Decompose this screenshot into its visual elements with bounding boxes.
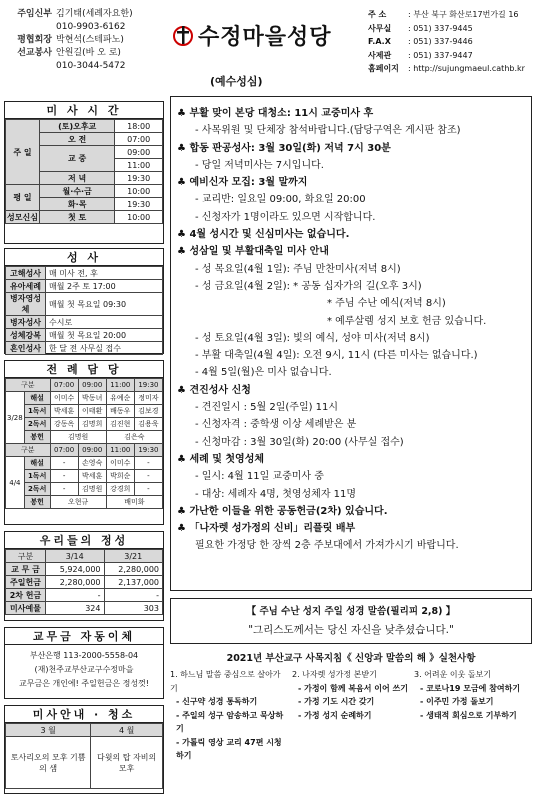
mass-time: 10:00	[115, 185, 163, 198]
liturgy-head: 09:00	[78, 444, 106, 457]
header-right	[368, 8, 534, 76]
liturgy-person: 김보경	[134, 405, 162, 418]
liturgy-person: 강동옥	[50, 418, 78, 431]
notice-heading: ♣ 세례 및 첫영성체	[177, 451, 525, 468]
fax-value: : 051) 337-9446	[408, 37, 473, 46]
guideline-heading: 3. 어려운 이웃 돌보기	[414, 670, 492, 679]
liturgy-head: 구분	[6, 444, 51, 457]
sacraments-table	[5, 266, 163, 355]
notice-heading: ♣ 예비신자 모집: 3월 말까지	[177, 174, 525, 191]
office-value: : 051) 337-9445	[408, 23, 473, 33]
liturgy-person: -	[134, 483, 162, 496]
offering-type: 2차 헌금	[6, 589, 46, 602]
sacrament-name: 고해성사	[6, 267, 46, 280]
guide-box	[4, 705, 164, 794]
liturgy-role: 1독서	[24, 470, 50, 483]
liturgy-head: 19:30	[134, 379, 162, 392]
sacrament-time: 한 달 전 사무실 접수	[46, 342, 163, 355]
mass-day: 저 녁	[40, 172, 115, 185]
offering-head: 3/21	[104, 550, 163, 563]
homepage-label: 홈페이지	[368, 64, 399, 73]
liturgy-person: 김은숙	[106, 431, 162, 444]
sacrament-time: 수시로	[46, 316, 163, 329]
sacrament-time: 매월 2주 토 17:00	[46, 280, 163, 293]
guideline-item: - 주일의 성구 암송하고 묵상하기	[176, 710, 284, 733]
theme-label: (예수성심)	[210, 75, 263, 88]
liturgy-person: 이미수	[50, 392, 78, 405]
bank-account: 부산은행 113-2000-5558-04	[29, 651, 139, 660]
guide-month: 4 월	[91, 724, 163, 737]
liturgy-person: 이태환	[78, 405, 106, 418]
liturgy-person: 박세훈	[50, 405, 78, 418]
liturgy-role: 해설	[24, 392, 50, 405]
guideline-column	[170, 668, 288, 763]
liturgy-person: 김명희	[78, 418, 106, 431]
guide-group: 다윗의 탑 자비의 모후	[91, 737, 163, 789]
liturgy-role: 2독서	[24, 483, 50, 496]
guideline-item: - 이주민 가정 돌보기	[420, 697, 494, 706]
liturgy-person: 강경희	[106, 483, 134, 496]
verse-text: "그리스도께서는 당신 자신을 낮추셨습니다."	[248, 624, 454, 636]
cross-icon	[172, 24, 194, 46]
notice-detail: * 주님 수난 예식(저녁 8시)	[327, 298, 446, 310]
liturgy-person: -	[50, 470, 78, 483]
fax-label: F.A.X	[368, 37, 391, 46]
liturgy-person: 김진현	[106, 418, 134, 431]
notice-detail: - 신청자격 : 중학생 이상 세례받은 분	[195, 419, 357, 431]
mission-phone-label	[6, 60, 52, 73]
mass-time: 07:00	[115, 133, 163, 146]
notice-detail: - 성 목요일(4월 1일): 주님 만찬미사(저녁 8시)	[195, 263, 401, 275]
mass-day: 월·수·금	[40, 185, 115, 198]
pastor-label: 주임신부	[17, 9, 52, 19]
homepage-link[interactable]: : http://sujungmaeul.cathb.kr	[408, 64, 525, 73]
liturgy-head: 19:30	[134, 444, 162, 457]
notice-detail: - 당일 저녁미사는 7시입니다.	[195, 159, 324, 171]
liturgy-person: 박세훈	[78, 470, 106, 483]
notice-heading: ♣ 가난한 이들을 위한 공동헌금(2차) 있습니다.	[177, 503, 525, 520]
notice-detail: - 일시: 4월 11일 교중미사 중	[195, 471, 324, 483]
mass-time: 18:00	[115, 120, 163, 133]
liturgy-person: -	[50, 457, 78, 470]
weekday-label: 평 일	[6, 185, 40, 211]
liturgy-person: 이미수	[106, 457, 134, 470]
notice-detail: - 4월 5일(월)은 미사 없습니다.	[195, 367, 332, 379]
guideline-item: - 코로나19 모금에 참여하기	[420, 683, 521, 693]
liturgy-person: 김명원	[78, 483, 106, 496]
notice-heading: ♣ 성삼일 및 부활대축일 미사 안내	[177, 243, 525, 260]
offering-type: 교 무 금	[6, 563, 46, 576]
guideline-item: - 가정이 함께 복음서 이어 쓰기	[298, 683, 408, 693]
liturgy-person: 김명원	[50, 431, 106, 444]
liturgy-person: 오현규	[50, 496, 106, 509]
liturgy-person: 정미자	[134, 392, 162, 405]
sacrament-name: 병자영성체	[6, 293, 46, 316]
mass-times-table	[5, 119, 163, 224]
liturgy-person: -	[50, 483, 78, 496]
mass-times-title: 미 사 시 간	[5, 102, 163, 119]
guide-table	[5, 723, 163, 789]
notice-detail: - 사목위원 및 단체장 참석바랍니다.(담당구역은 게시판 참조)	[195, 125, 461, 137]
mass-day: 화·목	[40, 198, 115, 211]
pastoral-guidelines	[170, 650, 532, 794]
liturgy-person: 배미화	[106, 496, 162, 509]
mass-time: 09:00	[115, 146, 163, 159]
offering-head: 구분	[6, 550, 46, 563]
mass-times-box	[4, 101, 164, 244]
guide-month: 3 월	[6, 724, 91, 737]
guideline-column	[414, 668, 532, 763]
mission-name: 안원길(바 오 로)	[56, 48, 121, 58]
notice-detail: - 대상: 세례자 4명, 첫영성체자 11명	[195, 488, 357, 500]
notice-detail: - 부활 대축일(4월 4일): 오전 9시, 11시 (다른 미사는 없습니다.)	[195, 350, 478, 362]
rectory-value: : 051) 337-9447	[408, 50, 473, 60]
liturgy-person: 박동녀	[78, 392, 106, 405]
offering-amount: -	[104, 589, 163, 602]
offering-table	[5, 549, 163, 615]
notice-heading: ♣ 부활 맞이 본당 대청소: 11시 교중미사 후	[177, 105, 525, 122]
marian-label: 성모신심	[7, 212, 38, 222]
sacrament-name: 혼인성사	[6, 342, 46, 355]
notice-detail: * 예루살렘 성지 보호 헌금 있습니다.	[327, 315, 487, 327]
liturgy-role: 봉헌	[24, 496, 50, 509]
liturgy-table	[5, 378, 163, 509]
guidelines-columns	[170, 668, 532, 763]
pastor-phone: 010-9903-6162	[56, 22, 126, 32]
offering-box	[4, 531, 164, 621]
sacraments-box	[4, 248, 164, 354]
guideline-item: - 생태적 회심으로 기부하기	[420, 710, 517, 720]
mission-label: 선교봉사	[17, 48, 52, 58]
offering-amount: 2,280,000	[46, 576, 105, 589]
guideline-column	[292, 668, 410, 763]
liturgy-date: 4/4	[6, 457, 25, 509]
guide-group: 토사리오의 모후 기쁨의 샘	[6, 737, 91, 789]
notice-detail: - 성 토요일(4월 3일): 빛의 예식, 성야 미사(저녁 8시)	[195, 332, 430, 344]
mass-time: 10:00	[115, 211, 163, 224]
verse-reference: 【 주님 수난 성지 주일 성경 말씀(필리피 2,8) 】	[246, 606, 456, 617]
liturgy-head: 09:00	[78, 379, 106, 392]
liturgy-person: -	[134, 470, 162, 483]
guidelines-title: 2021년 부산교구 사목지침《 신앙과 말씀의 해 》실천사항	[226, 653, 476, 664]
address-value: : 부산 북구 화산로17번가길 16	[408, 10, 519, 19]
liturgy-person: 김용욱	[134, 418, 162, 431]
mass-day: 오 전	[40, 133, 115, 146]
notice-detail: - 성 금요일(4월 2일): * 공동 십자가의 길(오후 3시)	[195, 280, 422, 292]
offering-type: 미사예물	[6, 602, 46, 615]
sacrament-name: 병자성사	[6, 316, 46, 329]
liturgy-head: 07:00	[50, 379, 78, 392]
mass-day: 첫 토	[40, 211, 115, 224]
notices-panel	[170, 96, 532, 591]
offering-amount: 5,924,000	[46, 563, 105, 576]
guideline-heading: 1. 하느님 말씀 중심으로 살아가기	[170, 670, 281, 693]
liturgy-person: -	[134, 457, 162, 470]
liturgy-person: 박희순	[106, 470, 134, 483]
offering-amount: 324	[46, 602, 105, 615]
address-label: 주 소	[368, 10, 387, 19]
offering-amount: 303	[104, 602, 163, 615]
guideline-heading: 2. 나자렛 성가정 본받기	[292, 670, 377, 679]
sacrament-time: 매 미사 전, 후	[46, 267, 163, 280]
offering-amount: -	[46, 589, 105, 602]
liturgy-date: 3/28	[6, 392, 25, 444]
office-label: 사무실	[368, 23, 392, 33]
offering-amount: 2,280,000	[104, 563, 163, 576]
notice-heading: ♣ 합동 판공성사: 3월 30일(화) 저녁 7시 30분	[177, 140, 525, 157]
liturgy-role: 봉헌	[24, 431, 50, 444]
liturgy-role: 해설	[24, 457, 50, 470]
liturgy-head: 07:00	[50, 444, 78, 457]
sacrament-time: 매월 첫 목요일 09:30	[46, 293, 163, 316]
parish-title: 수정마을성당	[198, 25, 332, 50]
notice-detail: - 신청자가 1명이라도 있으면 시작합니다.	[195, 211, 376, 223]
council-name: 박현석(스테파노)	[56, 35, 124, 45]
guideline-item: - 신구약 성경 통독하기	[176, 697, 258, 706]
liturgy-person: 배동우	[106, 405, 134, 418]
rectory-label: 사제관	[368, 50, 392, 60]
notice-detail: - 신청마감 : 3월 30일(화) 20:00 (사무실 접수)	[195, 436, 404, 448]
header-left	[6, 8, 166, 73]
liturgy-head: 11:00	[106, 379, 134, 392]
sacrament-name: 성체강복	[6, 329, 46, 342]
offering-head: 3/14	[46, 550, 105, 563]
liturgy-person: 손영숙	[78, 457, 106, 470]
guideline-item: - 가정 기도 시간 갖기	[298, 697, 375, 706]
sunday-label: 주 일	[6, 120, 40, 185]
notice-detail: - 견진일시 : 5월 2일(주일) 11시	[195, 402, 339, 414]
liturgy-title: 전 례 담 당	[5, 361, 163, 378]
liturgy-person: 유예순	[106, 392, 134, 405]
guideline-item: - 가톨릭 영상 교리 47편 시청하기	[176, 737, 282, 760]
liturgy-role: 2독서	[24, 418, 50, 431]
liturgy-head: 구분	[6, 379, 51, 392]
guide-title: 미사안내 · 청소	[5, 706, 163, 723]
notice-heading: ♣ 4월 성시간 및 신심미사는 없습니다.	[177, 226, 525, 243]
transfer-title: 교무금 자동이체	[5, 628, 163, 645]
mass-time: 11:00	[115, 159, 163, 172]
notice-heading: ♣ 「나자렛 성가정의 신비」리플릿 배부	[177, 520, 525, 537]
pastor-name: 김기태(세례자요한)	[56, 9, 133, 19]
transfer-box	[4, 627, 164, 699]
sacrament-name: 유아세례	[6, 280, 46, 293]
council-label: 평협회장	[17, 35, 52, 45]
liturgy-role: 1독서	[24, 405, 50, 418]
guideline-item: - 가정 성지 순례하기	[298, 710, 372, 720]
notice-heading: ♣ 견진성사 신청	[177, 382, 525, 399]
notice-detail: - 교리반: 일요일 09:00, 화요일 20:00	[195, 194, 366, 206]
pastor-phone-label	[6, 21, 52, 34]
liturgy-head: 11:00	[106, 444, 134, 457]
verse-box	[170, 598, 532, 644]
mass-day: 교 중	[40, 146, 115, 172]
transfer-note: 교무금은 개인에! 주일헌금은 정성껏!	[19, 679, 149, 688]
offering-type: 주일헌금	[6, 576, 46, 589]
offering-title: 우리들의 정성	[5, 532, 163, 549]
mass-time: 19:30	[115, 172, 163, 185]
notice-detail: 필요한 가정당 한 장씩 2층 주보대에서 가져가시기 바랍니다.	[195, 540, 459, 552]
offering-amount: 2,137,000	[104, 576, 163, 589]
liturgy-box	[4, 360, 164, 525]
sacraments-title: 성 사	[5, 249, 163, 266]
sacrament-time: 매월 첫 목요일 20:00	[46, 329, 163, 342]
account-holder: (재)천주교부산교구수정마을	[34, 665, 134, 674]
mission-phone: 010-3044-5472	[56, 61, 126, 71]
brand	[172, 14, 372, 54]
mass-day: (토)오후교	[40, 120, 115, 133]
mass-time: 19:30	[115, 198, 163, 211]
